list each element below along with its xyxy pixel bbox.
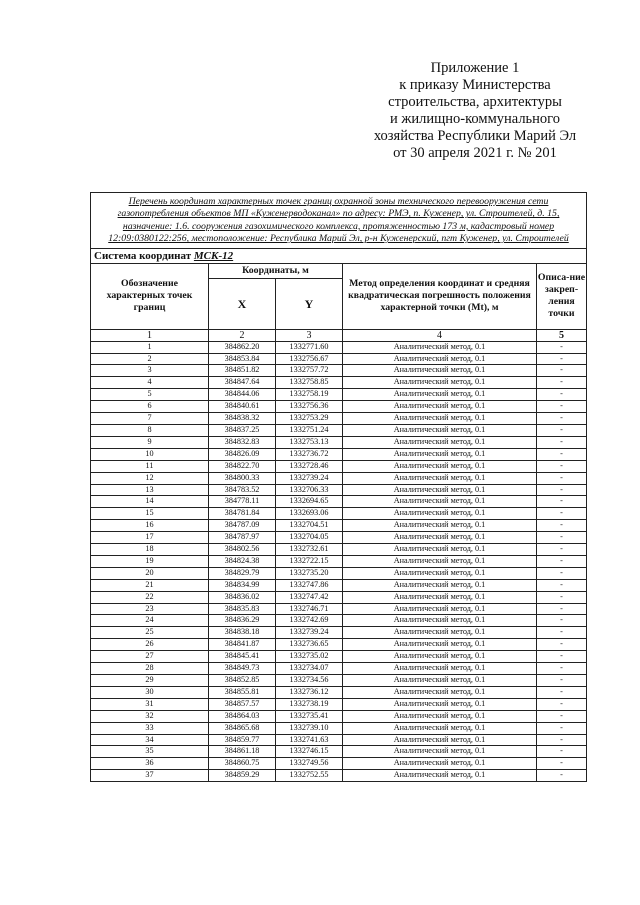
point-id-cell: 36 <box>91 758 209 770</box>
description-cell: - <box>537 532 587 544</box>
description-cell: - <box>537 758 587 770</box>
description-cell: - <box>537 448 587 460</box>
description-cell: - <box>537 710 587 722</box>
method-cell: Аналитический метод, 0.1 <box>343 472 537 484</box>
description-cell: - <box>537 734 587 746</box>
description-cell: - <box>537 639 587 651</box>
method-cell: Аналитический метод, 0.1 <box>343 365 537 377</box>
x-cell: 384783.52 <box>209 484 276 496</box>
x-cell: 384844.06 <box>209 389 276 401</box>
x-cell: 384865.68 <box>209 722 276 734</box>
method-cell: Аналитический метод, 0.1 <box>343 663 537 675</box>
y-cell: 1332722.15 <box>276 555 343 567</box>
method-cell: Аналитический метод, 0.1 <box>343 567 537 579</box>
column-number: 4 <box>343 329 537 341</box>
method-cell: Аналитический метод, 0.1 <box>343 389 537 401</box>
x-cell: 384800.33 <box>209 472 276 484</box>
x-cell: 384853.84 <box>209 353 276 365</box>
method-cell: Аналитический метод, 0.1 <box>343 591 537 603</box>
y-cell: 1332739.24 <box>276 472 343 484</box>
method-cell: Аналитический метод, 0.1 <box>343 413 537 425</box>
point-id-cell: 15 <box>91 508 209 520</box>
x-cell: 384864.03 <box>209 710 276 722</box>
point-id-cell: 7 <box>91 413 209 425</box>
table-row <box>91 603 587 615</box>
y-cell: 1332734.56 <box>276 675 343 687</box>
x-cell: 384838.18 <box>209 627 276 639</box>
header-method: Метод определения координат и средняя квадратическая погрешность положения характерной точки (Mt), м <box>343 263 537 329</box>
table-row <box>91 710 587 722</box>
description-cell: - <box>537 627 587 639</box>
table-row <box>91 555 587 567</box>
description-cell: - <box>537 675 587 687</box>
table-row <box>91 579 587 591</box>
method-cell: Аналитический метод, 0.1 <box>343 698 537 710</box>
y-cell: 1332732.61 <box>276 544 343 556</box>
point-id-cell: 19 <box>91 555 209 567</box>
x-cell: 384826.09 <box>209 448 276 460</box>
method-cell: Аналитический метод, 0.1 <box>343 734 537 746</box>
y-cell: 1332756.67 <box>276 353 343 365</box>
header-coords: Координаты, м <box>209 263 343 278</box>
y-cell: 1332753.13 <box>276 436 343 448</box>
x-cell: 384787.97 <box>209 532 276 544</box>
y-cell: 1332741.63 <box>276 734 343 746</box>
x-cell: 384857.57 <box>209 698 276 710</box>
y-cell: 1332694.65 <box>276 496 343 508</box>
y-cell: 1332747.86 <box>276 579 343 591</box>
point-id-cell: 13 <box>91 484 209 496</box>
x-cell: 384781.84 <box>209 508 276 520</box>
method-cell: Аналитический метод, 0.1 <box>343 555 537 567</box>
appendix-line: от 30 апреля 2021 г. № 201 <box>393 145 557 161</box>
y-cell: 1332746.71 <box>276 603 343 615</box>
description-cell: - <box>537 591 587 603</box>
y-cell: 1332751.24 <box>276 424 343 436</box>
x-cell: 384835.83 <box>209 603 276 615</box>
point-id-cell: 29 <box>91 675 209 687</box>
table-row <box>91 436 587 448</box>
table-row <box>91 401 587 413</box>
point-id-cell: 24 <box>91 615 209 627</box>
x-cell: 384845.41 <box>209 651 276 663</box>
point-id-cell: 23 <box>91 603 209 615</box>
point-id-cell: 6 <box>91 401 209 413</box>
point-id-cell: 33 <box>91 722 209 734</box>
description-cell: - <box>537 424 587 436</box>
table-row <box>91 698 587 710</box>
point-id-cell: 3 <box>91 365 209 377</box>
description-cell: - <box>537 472 587 484</box>
x-cell: 384837.25 <box>209 424 276 436</box>
table-caption: Перечень координат характерных точек границ охранной зоны технического перевооружения сети газопотребления объектов МП «Куженерводоканал» по адресу: РМЭ, п. Куженер, ул. Строителей, д. 15, назначение: 1.6. сооружения газохимического комплекса, протяженностью 173 м, кадастровый номер 12:09:0380122:256, местоположение: Республика Марий Эл, р-н Куженерский, пгт Куженер, ул. Строителей <box>91 193 587 249</box>
description-cell: - <box>537 770 587 782</box>
description-cell: - <box>537 436 587 448</box>
point-id-cell: 30 <box>91 686 209 698</box>
table-row <box>91 472 587 484</box>
description-cell: - <box>537 365 587 377</box>
method-cell: Аналитический метод, 0.1 <box>343 722 537 734</box>
y-cell: 1332747.42 <box>276 591 343 603</box>
point-id-cell: 31 <box>91 698 209 710</box>
y-cell: 1332742.69 <box>276 615 343 627</box>
method-cell: Аналитический метод, 0.1 <box>343 341 537 353</box>
y-cell: 1332704.05 <box>276 532 343 544</box>
x-cell: 384855.81 <box>209 686 276 698</box>
method-cell: Аналитический метод, 0.1 <box>343 651 537 663</box>
table-row <box>91 686 587 698</box>
table-row <box>91 496 587 508</box>
x-cell: 384861.18 <box>209 746 276 758</box>
x-cell: 384847.64 <box>209 377 276 389</box>
description-cell: - <box>537 341 587 353</box>
method-cell: Аналитический метод, 0.1 <box>343 603 537 615</box>
method-cell: Аналитический метод, 0.1 <box>343 484 537 496</box>
y-cell: 1332746.15 <box>276 746 343 758</box>
point-id-cell: 37 <box>91 770 209 782</box>
point-id-cell: 1 <box>91 341 209 353</box>
method-cell: Аналитический метод, 0.1 <box>343 627 537 639</box>
table-row <box>91 639 587 651</box>
x-cell: 384851.82 <box>209 365 276 377</box>
point-id-cell: 12 <box>91 472 209 484</box>
description-cell: - <box>537 615 587 627</box>
table-row <box>91 413 587 425</box>
description-cell: - <box>537 413 587 425</box>
point-id-cell: 18 <box>91 544 209 556</box>
coordinate-system-row <box>91 248 587 263</box>
description-cell: - <box>537 579 587 591</box>
method-cell: Аналитический метод, 0.1 <box>343 401 537 413</box>
point-id-cell: 27 <box>91 651 209 663</box>
point-id-cell: 11 <box>91 460 209 472</box>
table-row <box>91 520 587 532</box>
method-cell: Аналитический метод, 0.1 <box>343 460 537 472</box>
table-row <box>91 389 587 401</box>
coordinates-table <box>90 192 587 782</box>
y-cell: 1332739.10 <box>276 722 343 734</box>
description-cell: - <box>537 401 587 413</box>
x-cell: 384802.56 <box>209 544 276 556</box>
column-number: 3 <box>276 329 343 341</box>
x-cell: 384838.32 <box>209 413 276 425</box>
header-x: X <box>209 278 276 329</box>
table-row <box>91 508 587 520</box>
table-row <box>91 746 587 758</box>
y-cell: 1332735.41 <box>276 710 343 722</box>
y-cell: 1332739.24 <box>276 627 343 639</box>
table-row <box>91 567 587 579</box>
x-cell: 384836.29 <box>209 615 276 627</box>
x-cell: 384787.09 <box>209 520 276 532</box>
table-row <box>91 365 587 377</box>
table-row <box>91 722 587 734</box>
appendix-line: хозяйства Республики Марий Эл <box>373 128 577 144</box>
point-id-cell: 2 <box>91 353 209 365</box>
appendix-line: к приказу Министерства <box>399 77 551 93</box>
method-cell: Аналитический метод, 0.1 <box>343 520 537 532</box>
point-id-cell: 26 <box>91 639 209 651</box>
y-cell: 1332758.85 <box>276 377 343 389</box>
coordinates-table-container <box>90 192 586 782</box>
x-cell: 384778.11 <box>209 496 276 508</box>
method-cell: Аналитический метод, 0.1 <box>343 746 537 758</box>
description-cell: - <box>537 663 587 675</box>
point-id-cell: 28 <box>91 663 209 675</box>
y-cell: 1332753.29 <box>276 413 343 425</box>
point-id-cell: 25 <box>91 627 209 639</box>
x-cell: 384822.70 <box>209 460 276 472</box>
method-cell: Аналитический метод, 0.1 <box>343 770 537 782</box>
description-cell: - <box>537 389 587 401</box>
x-cell: 384840.61 <box>209 401 276 413</box>
table-row <box>91 532 587 544</box>
table-row <box>91 591 587 603</box>
description-cell: - <box>537 544 587 556</box>
header-point: Обозначение характерных точек границ <box>91 263 209 329</box>
method-cell: Аналитический метод, 0.1 <box>343 710 537 722</box>
point-id-cell: 20 <box>91 567 209 579</box>
method-cell: Аналитический метод, 0.1 <box>343 532 537 544</box>
point-id-cell: 21 <box>91 579 209 591</box>
point-id-cell: 4 <box>91 377 209 389</box>
column-number: 2 <box>209 329 276 341</box>
point-id-cell: 34 <box>91 734 209 746</box>
x-cell: 384841.87 <box>209 639 276 651</box>
method-cell: Аналитический метод, 0.1 <box>343 377 537 389</box>
description-cell: - <box>537 567 587 579</box>
table-row <box>91 424 587 436</box>
method-cell: Аналитический метод, 0.1 <box>343 424 537 436</box>
y-cell: 1332704.51 <box>276 520 343 532</box>
header-y: Y <box>276 278 343 329</box>
y-cell: 1332771.60 <box>276 341 343 353</box>
x-cell: 384862.20 <box>209 341 276 353</box>
description-cell: - <box>537 698 587 710</box>
description-cell: - <box>537 460 587 472</box>
table-row <box>91 544 587 556</box>
appendix-header <box>340 60 610 162</box>
table-row <box>91 615 587 627</box>
y-cell: 1332757.72 <box>276 365 343 377</box>
y-cell: 1332758.19 <box>276 389 343 401</box>
y-cell: 1332735.02 <box>276 651 343 663</box>
description-cell: - <box>537 603 587 615</box>
x-cell: 384859.77 <box>209 734 276 746</box>
table-row <box>91 484 587 496</box>
description-cell: - <box>537 353 587 365</box>
description-cell: - <box>537 508 587 520</box>
description-cell: - <box>537 484 587 496</box>
y-cell: 1332735.20 <box>276 567 343 579</box>
y-cell: 1332749.56 <box>276 758 343 770</box>
y-cell: 1332736.72 <box>276 448 343 460</box>
table-row <box>91 627 587 639</box>
y-cell: 1332736.65 <box>276 639 343 651</box>
x-cell: 384852.85 <box>209 675 276 687</box>
table-row <box>91 675 587 687</box>
x-cell: 384834.99 <box>209 579 276 591</box>
y-cell: 1332734.07 <box>276 663 343 675</box>
method-cell: Аналитический метод, 0.1 <box>343 448 537 460</box>
y-cell: 1332706.33 <box>276 484 343 496</box>
column-number: 5 <box>537 329 587 341</box>
table-row <box>91 353 587 365</box>
method-cell: Аналитический метод, 0.1 <box>343 496 537 508</box>
table-row <box>91 651 587 663</box>
x-cell: 384849.73 <box>209 663 276 675</box>
table-row <box>91 377 587 389</box>
method-cell: Аналитический метод, 0.1 <box>343 436 537 448</box>
point-id-cell: 9 <box>91 436 209 448</box>
point-id-cell: 17 <box>91 532 209 544</box>
x-cell: 384824.38 <box>209 555 276 567</box>
appendix-line: и жилищно-коммунального <box>389 111 561 127</box>
column-number: 1 <box>91 329 209 341</box>
point-id-cell: 16 <box>91 520 209 532</box>
x-cell: 384836.02 <box>209 591 276 603</box>
point-id-cell: 14 <box>91 496 209 508</box>
point-id-cell: 10 <box>91 448 209 460</box>
description-cell: - <box>537 555 587 567</box>
description-cell: - <box>537 722 587 734</box>
description-cell: - <box>537 377 587 389</box>
point-id-cell: 22 <box>91 591 209 603</box>
table-row <box>91 770 587 782</box>
y-cell: 1332752.55 <box>276 770 343 782</box>
table-row <box>91 758 587 770</box>
method-cell: Аналитический метод, 0.1 <box>343 544 537 556</box>
table-row <box>91 734 587 746</box>
x-cell: 384829.79 <box>209 567 276 579</box>
point-id-cell: 5 <box>91 389 209 401</box>
y-cell: 1332728.46 <box>276 460 343 472</box>
point-id-cell: 35 <box>91 746 209 758</box>
y-cell: 1332693.06 <box>276 508 343 520</box>
description-cell: - <box>537 746 587 758</box>
point-id-cell: 32 <box>91 710 209 722</box>
method-cell: Аналитический метод, 0.1 <box>343 758 537 770</box>
y-cell: 1332736.12 <box>276 686 343 698</box>
x-cell: 384832.83 <box>209 436 276 448</box>
coordinate-system-label: Система координат <box>94 249 192 262</box>
method-cell: Аналитический метод, 0.1 <box>343 353 537 365</box>
table-row <box>91 663 587 675</box>
description-cell: - <box>537 520 587 532</box>
x-cell: 384859.29 <box>209 770 276 782</box>
method-cell: Аналитический метод, 0.1 <box>343 508 537 520</box>
description-cell: - <box>537 686 587 698</box>
method-cell: Аналитический метод, 0.1 <box>343 579 537 591</box>
description-cell: - <box>537 651 587 663</box>
appendix-line: Приложение 1 <box>430 60 520 76</box>
table-row <box>91 341 587 353</box>
method-cell: Аналитический метод, 0.1 <box>343 686 537 698</box>
point-id-cell: 8 <box>91 424 209 436</box>
appendix-line: строительства, архитектуры <box>388 94 562 110</box>
y-cell: 1332738.19 <box>276 698 343 710</box>
y-cell: 1332756.36 <box>276 401 343 413</box>
method-cell: Аналитический метод, 0.1 <box>343 675 537 687</box>
method-cell: Аналитический метод, 0.1 <box>343 639 537 651</box>
table-row <box>91 448 587 460</box>
x-cell: 384860.75 <box>209 758 276 770</box>
table-row <box>91 460 587 472</box>
header-description: Описа-ние закреп-ления точки <box>537 263 587 329</box>
method-cell: Аналитический метод, 0.1 <box>343 615 537 627</box>
description-cell: - <box>537 496 587 508</box>
coordinate-system-value: МСК-12 <box>193 249 234 262</box>
